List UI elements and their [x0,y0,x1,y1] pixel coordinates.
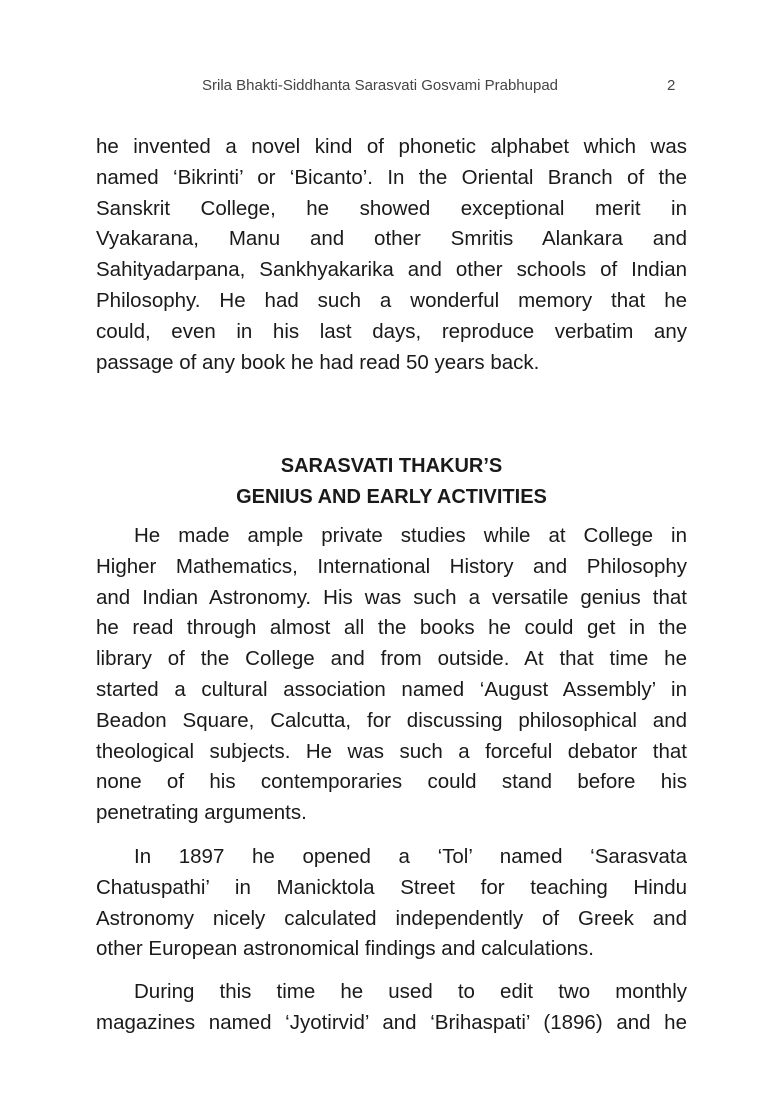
text-line: Vyakarana, Manu and other Smritis Alankara and [96,227,687,251]
text-line: Higher Mathematics, International History and Philosophy [96,554,687,578]
text-line: magazines named ‘Jyotirvid’ and ‘Brihaspati’ (1896) and he [96,1010,687,1034]
text-line: Sahityadarpana, Sankhyakarika and other schools of Indian [96,258,687,282]
paragraph-3 [96,842,687,965]
text-line: named ‘Bikrinti’ or ‘Bicanto’. In the Oriental Branch of the [96,165,687,189]
text-line: none of his contemporaries could stand before his [96,770,687,794]
page-number: 2 [667,77,676,94]
text-line: he invented a novel kind of phonetic alphabet which was [96,135,687,158]
text-line: He made ample private studies while at College in [134,524,687,547]
text-line: other European astronomical findings and calculations. [96,937,594,961]
text-line: library of the College and from outside. At that time he [96,647,687,671]
text-line: and Indian Astronomy. His was such a versatile genius that [96,585,687,609]
paragraph-4 [96,977,687,1039]
text-line: In 1897 he opened a ‘Tol’ named ‘Sarasvata [134,845,687,868]
heading-line: SARASVATI THAKUR’S [280,455,503,477]
paragraph-1 [96,132,687,378]
text-line: During this time he used to edit two monthly [134,980,687,1003]
header-title: Srila Bhakti-Siddhanta Sarasvati Gosvami Prabhupad [201,77,559,94]
heading-line: GENIUS AND EARLY ACTIVITIES [236,485,547,508]
text-line: could, even in his last days, reproduce verbatim any [96,319,687,343]
text-line: theological subjects. He was such a forceful debator that [96,739,687,763]
text-line: Philosophy. He had such a wonderful memory that he [96,288,687,312]
text-line: Astronomy nicely calculated independently of Greek and [96,906,687,930]
text-line: Beadon Square, Calcutta, for discussing philosophical and [96,708,687,732]
paragraph-2 [96,521,687,829]
text-line: started a cultural association named ‘August Assembly’ in [96,677,687,701]
text-line: Chatuspathi’ in Manicktola Street for teaching Hindu [96,875,687,899]
text-line: he read through almost all the books he could get in the [96,616,687,640]
section-heading [96,451,687,513]
text-line: Sanskrit College, he showed exceptional merit in [96,196,687,220]
text-line: penetrating arguments. [96,801,307,825]
text-line: passage of any book he had read 50 years back. [96,350,540,374]
